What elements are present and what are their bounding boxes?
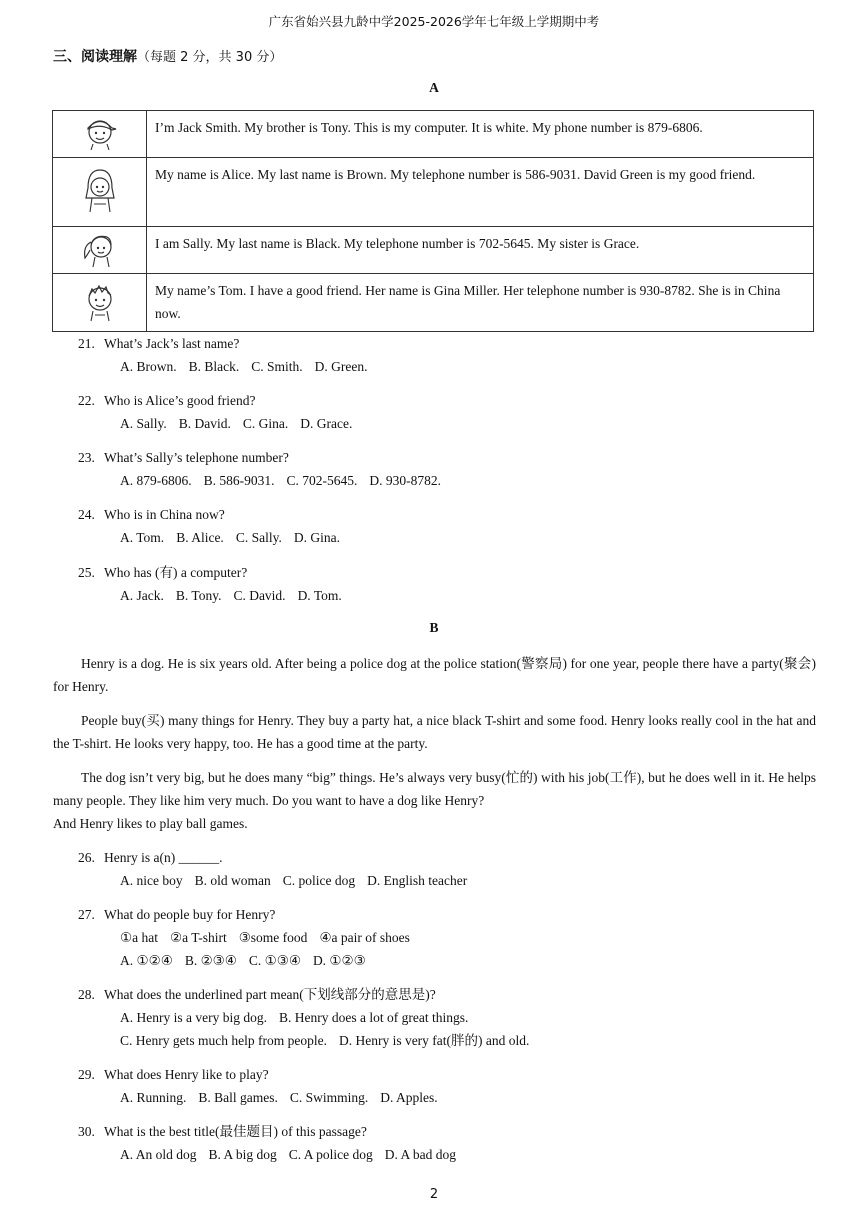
- question-number: 29.: [78, 1067, 95, 1082]
- section-title: [53, 46, 282, 66]
- question-21: [78, 332, 838, 378]
- question-text: What is the best title(最佳题目) of this passage?: [104, 1124, 367, 1139]
- passage-paragraph: The dog isn’t very big, but he does many “big” things. He’s always very busy(忙的) with his job(工作), but he does well in it. He helps many people. They like him very much. Do you want to have a dog like Henry?: [53, 770, 816, 808]
- question-number: 21.: [78, 336, 95, 351]
- option[interactable]: D. ①②③: [312, 953, 366, 968]
- boy-icon: [53, 274, 147, 332]
- question-text: Who has (有) a computer?: [104, 565, 248, 580]
- passage-paragraph: Henry is a dog. He is six years old. After being a police dog at the police station(警察局) for one year, people there have a party(聚会) for Henry.: [53, 656, 816, 694]
- question-options: [78, 355, 838, 378]
- question-text: Who is in China now?: [104, 507, 225, 522]
- question-text: What does Henry like to play?: [104, 1067, 269, 1082]
- item: ①a hat: [120, 930, 158, 945]
- question-options: [78, 584, 838, 607]
- option[interactable]: B. 586-9031.: [203, 473, 275, 488]
- option[interactable]: C. Henry gets much help from people.: [120, 1033, 327, 1048]
- question-number: 26.: [78, 850, 95, 865]
- option[interactable]: A. Sally.: [120, 416, 167, 431]
- option[interactable]: D. Green.: [314, 359, 368, 374]
- question-text: What do people buy for Henry?: [104, 907, 276, 922]
- question-text: What’s Sally’s telephone number?: [104, 450, 289, 465]
- option[interactable]: D. A bad dog: [384, 1147, 457, 1162]
- question-options: [78, 1029, 838, 1052]
- passage-paragraph: And Henry likes to play ball games.: [53, 816, 248, 831]
- question-number: 28.: [78, 987, 95, 1002]
- item: ④a pair of shoes: [319, 930, 410, 945]
- section-title-text: 三、阅读理解: [53, 49, 137, 65]
- option[interactable]: A. Brown.: [120, 359, 177, 374]
- option[interactable]: B. ②③④: [184, 953, 237, 968]
- option[interactable]: C. Swimming.: [289, 1090, 369, 1105]
- question-number: 27.: [78, 907, 95, 922]
- question-text: Who is Alice’s good friend?: [104, 393, 256, 408]
- option[interactable]: C. police dog: [282, 873, 356, 888]
- question-items: [78, 926, 838, 949]
- question-options: [78, 412, 838, 435]
- option[interactable]: C. Sally.: [235, 530, 282, 545]
- question-number: 30.: [78, 1124, 95, 1139]
- option[interactable]: D. Grace.: [300, 416, 353, 431]
- question-30: [78, 1120, 838, 1166]
- option[interactable]: A. nice boy: [120, 873, 183, 888]
- option[interactable]: C. David.: [233, 588, 286, 603]
- option[interactable]: B. Henry does a lot of great things.: [278, 1010, 469, 1025]
- page-number: 2: [429, 1187, 439, 1202]
- item: ②a T-shirt: [169, 930, 227, 945]
- option[interactable]: B. Tony.: [175, 588, 222, 603]
- option[interactable]: B. David.: [178, 416, 231, 431]
- question-number: 22.: [78, 393, 95, 408]
- table-row: [53, 111, 814, 158]
- section-score-note: （每题 2 分，共 30 分）: [137, 50, 283, 65]
- option[interactable]: A. Running.: [120, 1090, 187, 1105]
- part-a-label: A: [429, 80, 439, 95]
- people-table: [52, 110, 814, 332]
- question-25: [78, 561, 838, 607]
- girl-icon: [53, 158, 147, 227]
- option[interactable]: A. 879-6806.: [120, 473, 192, 488]
- question-text: What does the underlined part mean(下划线部分的意思是)?: [104, 987, 436, 1002]
- table-row: [53, 158, 814, 227]
- option[interactable]: A. An old dog: [120, 1147, 197, 1162]
- question-28: [78, 983, 838, 1052]
- option[interactable]: A. ①②④: [120, 953, 173, 968]
- option[interactable]: C. A police dog: [288, 1147, 373, 1162]
- question-options: [78, 526, 838, 549]
- option[interactable]: B. A big dog: [208, 1147, 277, 1162]
- item: ③some food: [238, 930, 308, 945]
- question-24: [78, 503, 838, 549]
- option[interactable]: D. Henry is very fat(胖的) and old.: [338, 1033, 530, 1048]
- question-26: [78, 846, 838, 892]
- part-b-label: B: [429, 620, 439, 635]
- option[interactable]: A. Henry is a very big dog.: [120, 1010, 267, 1025]
- option[interactable]: C. ①③④: [248, 953, 301, 968]
- option[interactable]: D. English teacher: [367, 873, 468, 888]
- girl-ponytail-icon: [53, 227, 147, 274]
- question-number: 25.: [78, 565, 95, 580]
- row-text: I’m Jack Smith. My brother is Tony. This is my computer. It is white. My phone number is 879-6806.: [147, 111, 814, 158]
- question-options: [78, 949, 838, 972]
- question-text: What’s Jack’s last name?: [104, 336, 240, 351]
- option[interactable]: A. Tom.: [120, 530, 165, 545]
- option[interactable]: B. old woman: [194, 873, 271, 888]
- question-options: [78, 1006, 838, 1029]
- option[interactable]: B. Ball games.: [198, 1090, 278, 1105]
- question-23: [78, 446, 838, 492]
- option[interactable]: A. Jack.: [120, 588, 164, 603]
- question-number: 24.: [78, 507, 95, 522]
- question-number: 23.: [78, 450, 95, 465]
- question-options: [78, 1086, 838, 1109]
- option[interactable]: C. Gina.: [242, 416, 289, 431]
- question-text: Henry is a(n) ______.: [104, 850, 223, 865]
- option[interactable]: D. Apples.: [380, 1090, 438, 1105]
- option[interactable]: B. Black.: [188, 359, 240, 374]
- passage-paragraph: People buy(买) many things for Henry. They buy a party hat, a nice black T-shirt and some food. Henry looks really cool in the hat and the T-shirt. He looks very happy, too. He has a good time at the party.: [53, 713, 816, 751]
- question-options: [78, 1143, 838, 1166]
- table-row: [53, 274, 814, 332]
- option[interactable]: D. Tom.: [297, 588, 342, 603]
- question-options: [78, 869, 838, 892]
- question-27: [78, 903, 838, 972]
- option[interactable]: C. Smith.: [251, 359, 303, 374]
- page-header: 广东省始兴县九龄中学2025-2026学年七年级上学期期中考: [268, 14, 600, 29]
- question-22: [78, 389, 838, 435]
- row-text: My name is Alice. My last name is Brown. My telephone number is 586-9031. David Green is my good friend.: [147, 158, 814, 227]
- option[interactable]: C. 702-5645.: [286, 473, 358, 488]
- option[interactable]: D. Gina.: [293, 530, 340, 545]
- option[interactable]: D. 930-8782.: [369, 473, 441, 488]
- question-options: [78, 469, 838, 492]
- question-29: [78, 1063, 838, 1109]
- option[interactable]: B. Alice.: [176, 530, 224, 545]
- row-text: My name’s Tom. I have a good friend. Her name is Gina Miller. Her telephone number is 930-8782. She is in China now.: [147, 274, 814, 332]
- boy-cap-icon: [53, 111, 147, 158]
- row-text: I am Sally. My last name is Black. My telephone number is 702-5645. My sister is Grace.: [147, 227, 814, 274]
- table-row: [53, 227, 814, 274]
